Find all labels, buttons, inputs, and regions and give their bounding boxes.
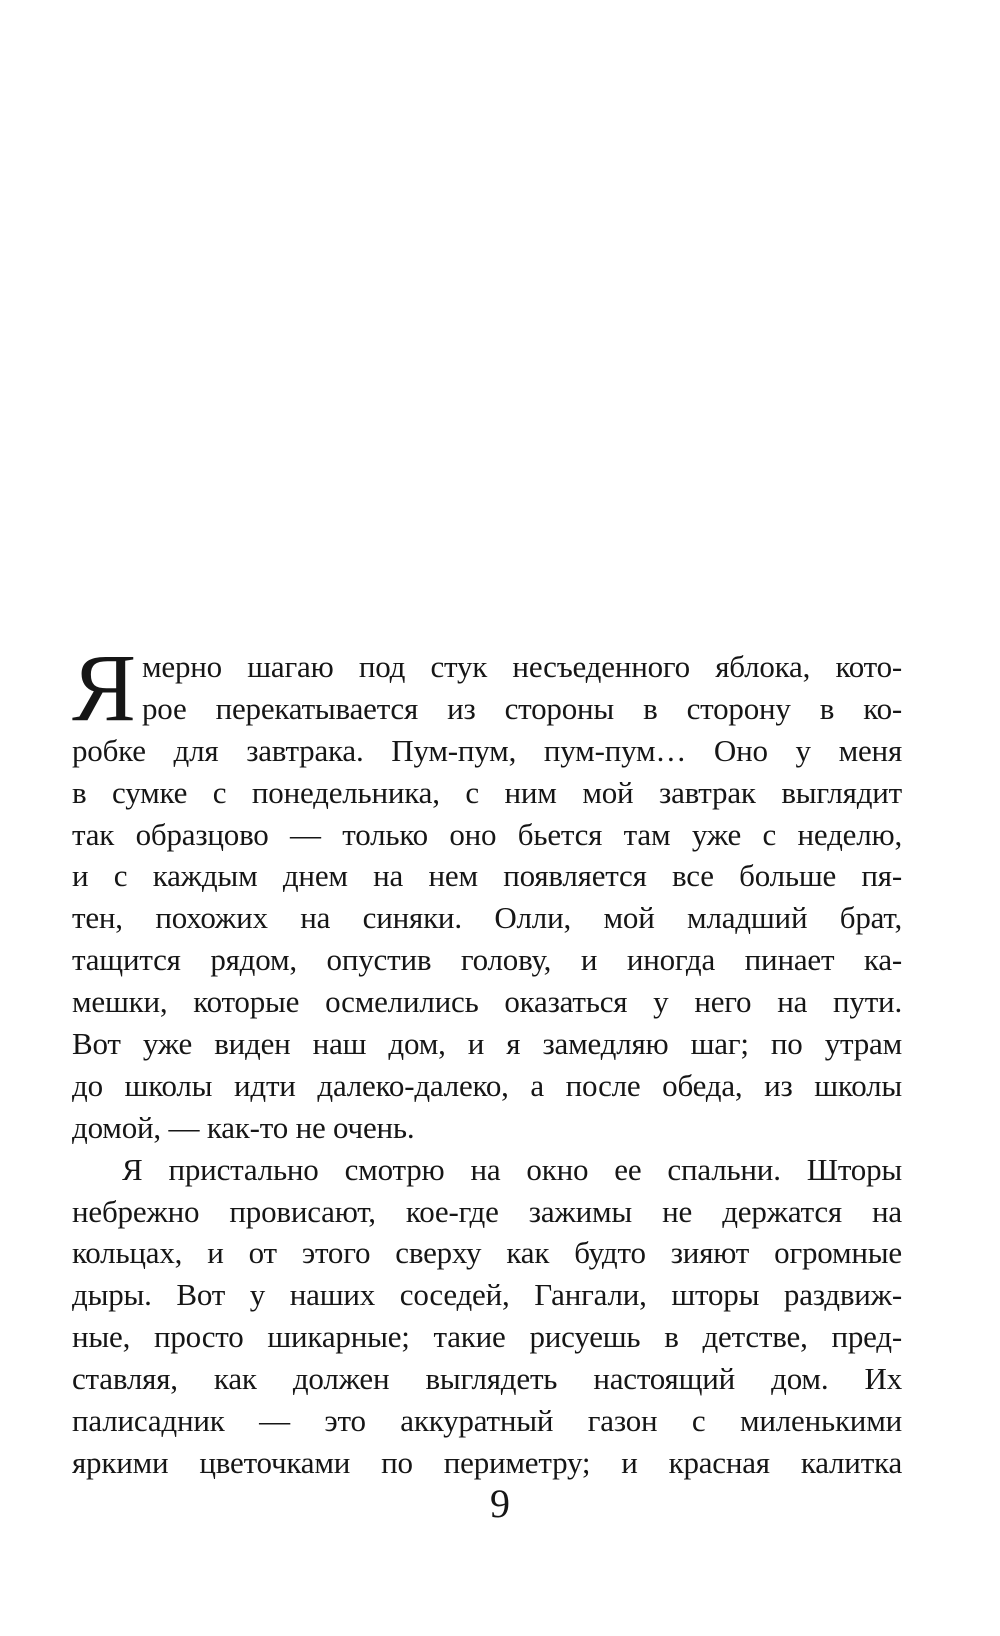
- text-line: так образцово — только оно бьется там уже с неделю,: [72, 816, 902, 852]
- page-number: 9: [490, 1481, 510, 1526]
- text-line: Я пристально смотрю на окно ее спальни. Шторы: [122, 1151, 902, 1187]
- text-line: дыры. Вот у наших соседей, Гангали, шторы раздвиж-: [72, 1277, 902, 1313]
- page-body: [72, 634, 902, 1484]
- text-line: ставляя, как должен выглядеть настоящий дом. Их: [72, 1361, 902, 1397]
- text-line: рое перекатывается из стороны в сторону в ко-: [142, 690, 902, 726]
- text-line: небрежно провисают, кое-где зажимы не держатся на: [72, 1193, 902, 1229]
- paragraph-2: [72, 1149, 902, 1484]
- text-line: мерно шагаю под стук несъеденного яблока, кото-: [142, 649, 902, 684]
- text-line: мешки, которые осмелились оказаться у него на пути.: [72, 984, 902, 1020]
- text-line: и с каждым днем на нем появляется все больше пя-: [72, 858, 902, 894]
- text-line: робке для завтрака. Пум-пум, пум-пум… Оно у меня: [72, 732, 902, 768]
- text-line: тен, похожих на синяки. Олли, мой младший брат,: [72, 900, 902, 936]
- text-line: палисадник — это аккуратный газон с миленькими: [72, 1403, 902, 1439]
- paragraph-1: [72, 634, 902, 1149]
- text-line: ные, просто шикарные; такие рисуешь в детстве, пред-: [72, 1319, 902, 1355]
- drop-cap: Я: [72, 634, 137, 741]
- text-line: домой, — как-то не очень.: [72, 1109, 415, 1145]
- text-line: Вот уже виден наш дом, и я замедляю шаг; по утрам: [72, 1026, 902, 1062]
- text-line: в сумке с понедельника, с ним мой завтрак выглядит: [72, 774, 902, 810]
- text-line: тащится рядом, опустив голову, и иногда пинает ка-: [72, 942, 902, 978]
- text-line: кольцах, и от этого сверху как будто зияют огромные: [72, 1235, 902, 1271]
- text-line: яркими цветочками по периметру; и красная калитка: [72, 1444, 902, 1480]
- text-line: до школы идти далеко-далеко, а после обеда, из школы: [72, 1067, 902, 1103]
